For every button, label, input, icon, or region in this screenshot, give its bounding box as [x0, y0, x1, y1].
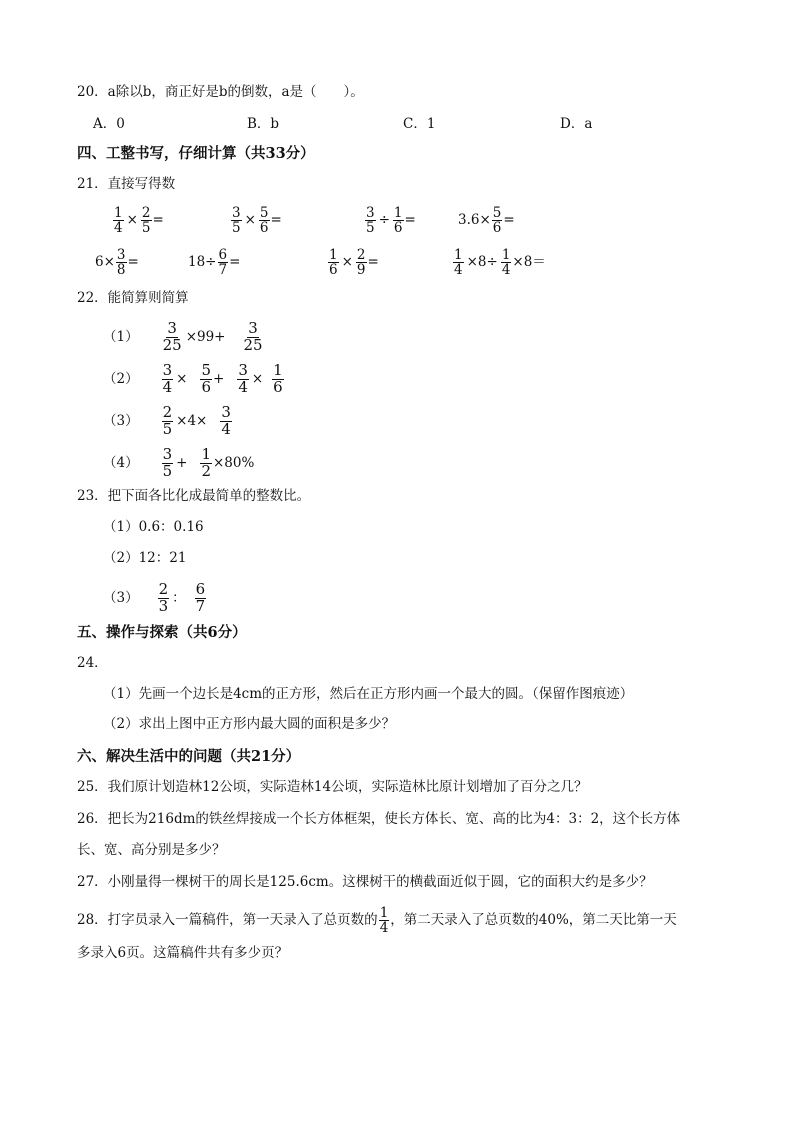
q24-sub-2: （2）求出上图中正方形内最大圆的面积是多少？: [103, 716, 396, 732]
q22-title: 22．能简算则简算: [77, 290, 189, 306]
q26-line-1: 26．把长为216dm的铁丝焊接成一个长方体框架，使长方体长、宽、高的比为4：3：2，这个长方体: [77, 811, 681, 827]
q21-item-3: $\frac{3}{5}$ ÷ $\frac{1}{6}$ =: [366, 205, 416, 237]
q28-line-2: 多录入6页。这篇稿件共有多少页？: [77, 945, 289, 961]
section-4-title: 四、工整书写，仔细计算（共33分）: [77, 145, 315, 162]
q22-item-4: （4） $\frac{3}{5}$ + $\frac{1}{2}$ ×80%: [103, 445, 255, 480]
q23-item-2: （2）12：21: [103, 550, 187, 566]
q20-option-d: D．a: [560, 116, 593, 132]
q26-line-2: 长、宽、高分别是多少？: [77, 842, 226, 858]
section-6-title: 六、解决生活中的问题（共21分）: [77, 748, 301, 765]
q23-item-1: （1）0.6：0.16: [103, 519, 204, 535]
q23-item-3: （3） $\frac{2}{3}$ ： $\frac{6}{7}$: [103, 580, 206, 615]
q21-item-8: $\frac{1}{4}$ ×8÷ $\frac{1}{4}$ ×8＝: [454, 247, 546, 279]
q21-title: 21．直接写得数: [77, 176, 176, 192]
q25: 25．我们原计划造林12公顷，实际造林14公顷，实际造林比原计划增加了百分之几？: [77, 779, 588, 795]
q23-title: 23．把下面各比化成最简单的整数比。: [77, 488, 311, 504]
q22-item-2: （2） $\frac{3}{4}$ × $\frac{5}{6}$ + $\frac{3}{4}$ × $\frac{1}{6}$: [103, 361, 283, 396]
q20-option-a: A．0: [93, 116, 125, 132]
q22-item-1: （1） $\frac{3}{25}$ ×99+ $\frac{3}{25}$: [103, 319, 263, 354]
section-5-title: 五、操作与探索（共6分）: [77, 624, 247, 641]
q21-item-6: 18÷ $\frac{6}{7}$ =: [188, 247, 241, 279]
q20-option-c: C．1: [403, 116, 436, 132]
q21-item-1: $\frac{1}{4}$ × $\frac{2}{5}$ =: [114, 205, 164, 237]
q21-item-7: $\frac{1}{6}$ × $\frac{2}{9}$ =: [329, 247, 379, 279]
q27: 27．小刚量得一棵树干的周长是125.6cm。这棵树干的横截面近似于圆，它的面积大约是多少？: [77, 874, 653, 890]
q20-option-b: B．b: [247, 116, 280, 132]
q24-sub-1: （1）先画一个边长是4cm的正方形，然后在正方形内画一个最大的圆。（保留作图痕迹）: [103, 686, 634, 702]
q21-item-5: 6× $\frac{3}{8}$ =: [95, 247, 139, 279]
q22-item-3: （3） $\frac{2}{5}$ ×4× $\frac{3}{4}$: [103, 403, 231, 438]
q21-item-4: 3.6× $\frac{5}{6}$ =: [458, 205, 515, 237]
q21-item-2: $\frac{3}{5}$ × $\frac{5}{6}$ =: [232, 205, 282, 237]
q20-stem: 20．a除以b，商正好是b的倒数，a是（ ）。: [77, 84, 364, 100]
q24-number: 24．: [77, 655, 108, 671]
q28-line-1: 28．打字员录入一篇稿件，第一天录入了总页数的 $\frac{1}{4}$ ，第二天录入了总页数的40%，第二天比第一天: [77, 905, 677, 937]
